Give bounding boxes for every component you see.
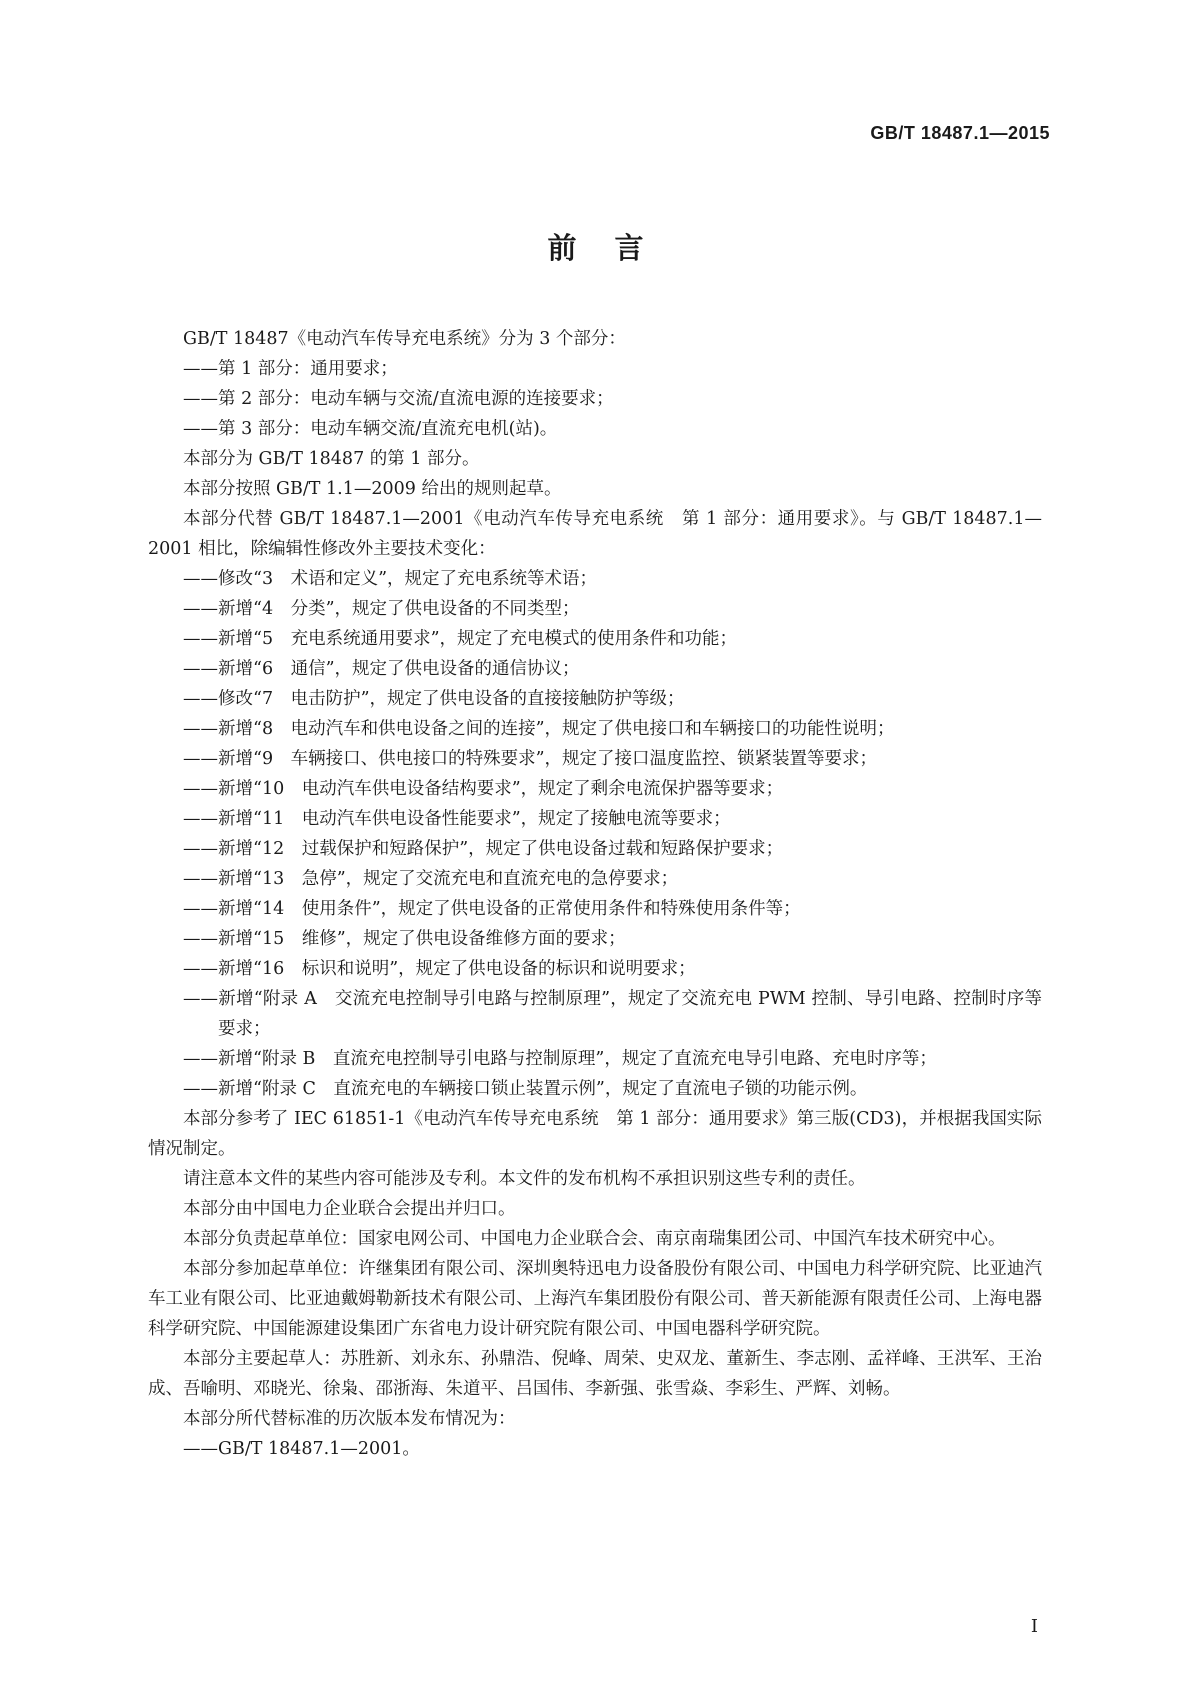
list-item: ——新增“附录 C 直流充电的车辆接口锁止装置示例”，规定了直流电子锁的功能示例。 bbox=[183, 1079, 868, 1099]
body-paragraph: 本部分所代替标准的历次版本发布情况为： bbox=[183, 1409, 516, 1429]
list-item: ——新增“9 车辆接口、供电接口的特殊要求”，规定了接口温度监控、锁紧装置等要求； bbox=[183, 749, 878, 769]
body-paragraph: 本部分参考了 IEC 61851-1《电动汽车传导充电系统 第 1 部分：通用要求》第三版(CD3)，并根据我国实际情况制定。 bbox=[148, 1109, 1042, 1159]
list-item: ——第 3 部分：电动车辆交流/直流充电机(站)。 bbox=[183, 419, 558, 439]
body-paragraph: 本部分负责起草单位：国家电网公司、中国电力企业联合会、南京南瑞集团公司、中国汽车技术研究中心。 bbox=[183, 1229, 1006, 1249]
list-item: ——第 1 部分：通用要求； bbox=[183, 359, 398, 379]
list-item: ——GB/T 18487.1—2001。 bbox=[183, 1439, 420, 1459]
page-number: I bbox=[1030, 1616, 1038, 1637]
list-item: ——修改“7 电击防护”，规定了供电设备的直接接触防护等级； bbox=[183, 689, 685, 709]
page-title: 前言 bbox=[547, 231, 682, 265]
list-item: ——第 2 部分：电动车辆与交流/直流电源的连接要求； bbox=[183, 389, 614, 409]
list-item: ——新增“12 过载保护和短路保护”，规定了供电设备过载和短路保护要求； bbox=[183, 839, 784, 859]
body-paragraph: 本部分代替 GB/T 18487.1—2001《电动汽车传导充电系统 第 1 部分：通用要求》。与 GB/T 18487.1—2001 相比，除编辑性修改外主要技术变化： bbox=[148, 509, 1042, 559]
list-item: ——新增“8 电动汽车和供电设备之间的连接”，规定了供电接口和车辆接口的功能性说明； bbox=[183, 719, 895, 739]
list-item: ——新增“5 充电系统通用要求”，规定了充电模式的使用条件和功能； bbox=[183, 629, 738, 649]
list-item: ——新增“14 使用条件”，规定了供电设备的正常使用条件和特殊使用条件等； bbox=[183, 899, 801, 919]
body-paragraph: 请注意本文件的某些内容可能涉及专利。本文件的发布机构不承担识别这些专利的责任。 bbox=[183, 1169, 866, 1189]
body-paragraph: GB/T 18487《电动汽车传导充电系统》分为 3 个部分： bbox=[183, 329, 626, 349]
list-item: ——新增“15 维修”，规定了供电设备维修方面的要求； bbox=[183, 929, 626, 949]
list-item: ——新增“10 电动汽车供电设备结构要求”，规定了剩余电流保护器等要求； bbox=[183, 779, 784, 799]
list-item: ——修改“3 术语和定义”，规定了充电系统等术语； bbox=[183, 569, 598, 589]
list-item: ——新增“附录 A 交流充电控制导引电路与控制原理”，规定了交流充电 PWM 控制、导引电路、控制时序等要求； bbox=[183, 989, 1042, 1039]
body-paragraph: 本部分参加起草单位：许继集团有限公司、深圳奥特迅电力设备股份有限公司、中国电力科学研究院、比亚迪汽车工业有限公司、比亚迪戴姆勒新技术有限公司、上海汽车集团股份有限公司、普天新能源有限责任公司、上海电器科学研究院、中国能源建设集团广东省电力设计研究院有限公司、中国电器科学研究院。 bbox=[148, 1259, 1042, 1339]
list-item: ——新增“13 急停”，规定了交流充电和直流充电的急停要求； bbox=[183, 869, 679, 889]
body-paragraph: 本部分为 GB/T 18487 的第 1 部分。 bbox=[183, 449, 480, 469]
body-paragraph: 本部分按照 GB/T 1.1—2009 给出的规则起草。 bbox=[183, 479, 562, 499]
document-body bbox=[148, 324, 1042, 1464]
list-item: ——新增“6 通信”，规定了供电设备的通信协议； bbox=[183, 659, 580, 679]
body-paragraph: 本部分主要起草人：苏胜新、刘永东、孙鼎浩、倪峰、周荣、史双龙、董新生、李志刚、孟祥峰、王洪军、王治成、吾喻明、邓晓光、徐枭、邵浙海、朱道平、吕国伟、李新强、张雪焱、李彩生、严辉、刘畅。 bbox=[148, 1349, 1042, 1399]
document-code: GB/T 18487.1—2015 bbox=[870, 123, 1050, 143]
list-item: ——新增“4 分类”，规定了供电设备的不同类型； bbox=[183, 599, 580, 619]
body-paragraph: 本部分由中国电力企业联合会提出并归口。 bbox=[183, 1199, 516, 1219]
list-item: ——新增“16 标识和说明”，规定了供电设备的标识和说明要求； bbox=[183, 959, 696, 979]
list-item: ——新增“11 电动汽车供电设备性能要求”，规定了接触电流等要求； bbox=[183, 809, 731, 829]
list-item: ——新增“附录 B 直流充电控制导引电路与控制原理”，规定了直流充电导引电路、充电时序等； bbox=[183, 1049, 937, 1069]
